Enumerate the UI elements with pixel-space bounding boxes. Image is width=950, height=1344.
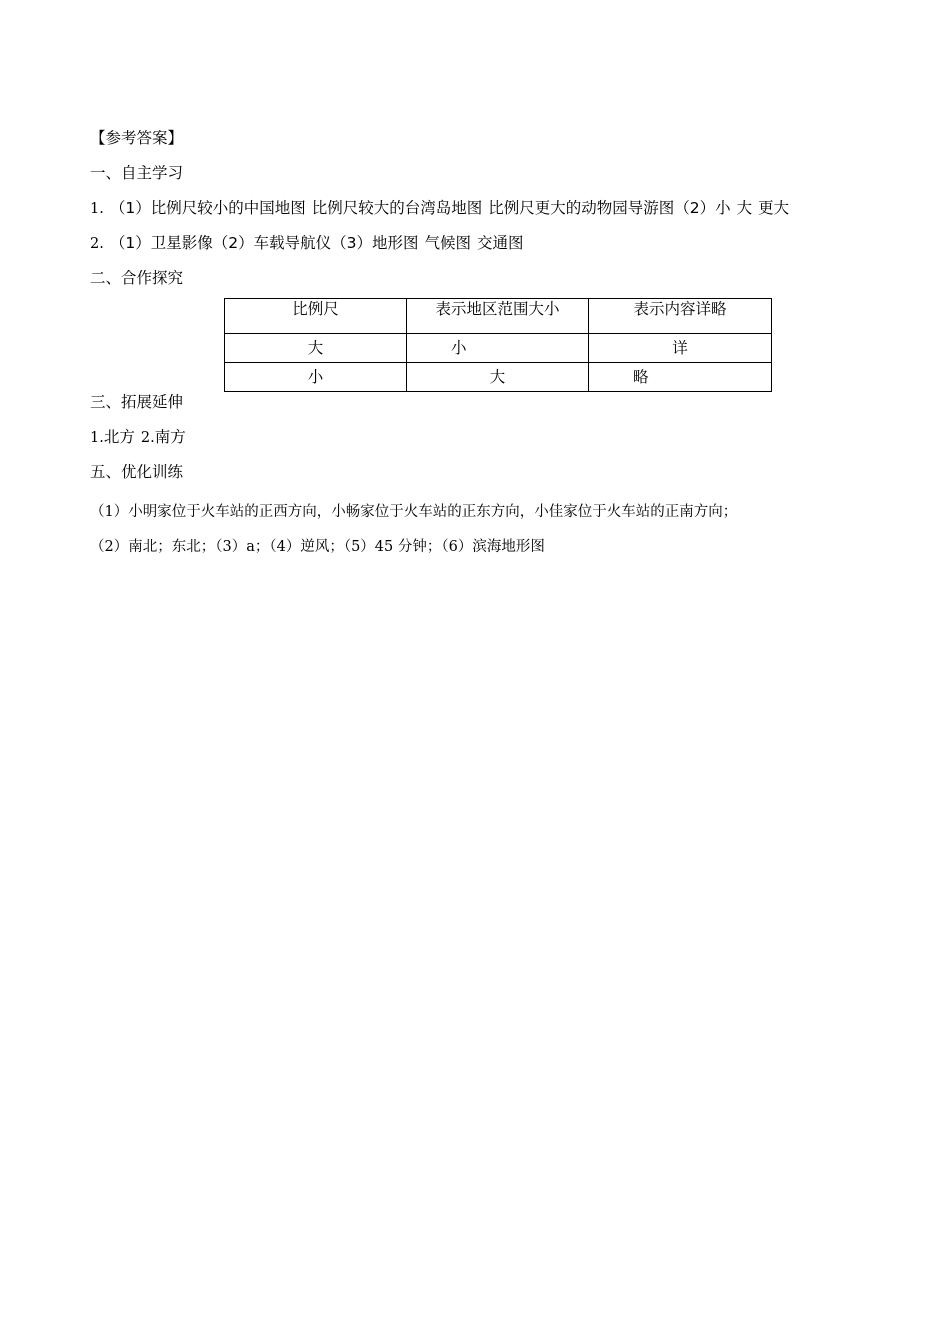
answer-text: 车载导航仪 — [253, 234, 332, 252]
table-row — [225, 363, 772, 392]
answer-text: 北方 — [103, 428, 135, 446]
table-header-cell: 表示内容详略 — [589, 299, 772, 334]
part-marker: （3） — [331, 234, 372, 252]
section-cooperation-heading: 二、合作探究 — [90, 269, 184, 287]
table-header-cell: 表示地区范围大小 — [407, 299, 589, 334]
item-number: 1. — [90, 430, 104, 446]
table-header-row — [225, 299, 772, 334]
section-extension-heading: 三、拓展延伸 — [90, 393, 184, 411]
training-answer-line-1: （1）小明家位于火车站的正西方向，小畅家位于火车站的正东方向，小佳家位于火车站的正南方向； — [90, 504, 738, 520]
table-cell: 大 — [407, 363, 589, 392]
answer-text: 南方 — [154, 428, 186, 446]
part-marker: （1） — [109, 234, 151, 252]
answer-text: 卫星影像 — [150, 234, 213, 252]
table-cell: 小 — [225, 363, 407, 392]
training-answer-line-2: （2）南北；东北；（3）a；（4）逆风；（5）45 分钟；（6）滨海地形图 — [90, 539, 545, 555]
item-number: 1. — [90, 201, 104, 217]
table-cell: 略 — [589, 363, 772, 392]
table-header-cell: 比例尺 — [225, 299, 407, 334]
answer-text: 大 — [736, 199, 753, 217]
part-marker: （2） — [212, 234, 254, 252]
part-marker: （2） — [674, 199, 716, 217]
answer-title: 【参考答案】 — [90, 129, 184, 147]
answer-text: 比例尺较小的中国地图 — [150, 199, 306, 217]
answer-text: 比例尺较大的台湾岛地图 — [311, 199, 483, 217]
answer-text: 小 — [715, 199, 731, 217]
answer-line-2 — [90, 233, 524, 254]
answer-text: 更大 — [758, 199, 790, 217]
item-number: 2. — [90, 236, 104, 252]
section-training-heading: 五、优化训练 — [90, 463, 184, 481]
answer-text: 交通图 — [477, 234, 524, 252]
section-self-study-heading: 一、自主学习 — [90, 164, 184, 182]
table-cell: 大 — [225, 334, 407, 363]
table-cell: 详 — [589, 334, 772, 363]
table-cell: 小 — [407, 334, 589, 363]
part-marker: （1） — [109, 199, 151, 217]
answer-line-3 — [90, 427, 186, 448]
answer-text: 比例尺更大的动物园导游图 — [488, 199, 675, 217]
answer-text: 地形图 — [372, 234, 419, 252]
scale-comparison-table — [224, 298, 772, 392]
answer-text: 气候图 — [424, 234, 472, 252]
answer-line-1 — [90, 198, 789, 219]
item-number: 2. — [140, 430, 155, 446]
table-row — [225, 334, 772, 363]
